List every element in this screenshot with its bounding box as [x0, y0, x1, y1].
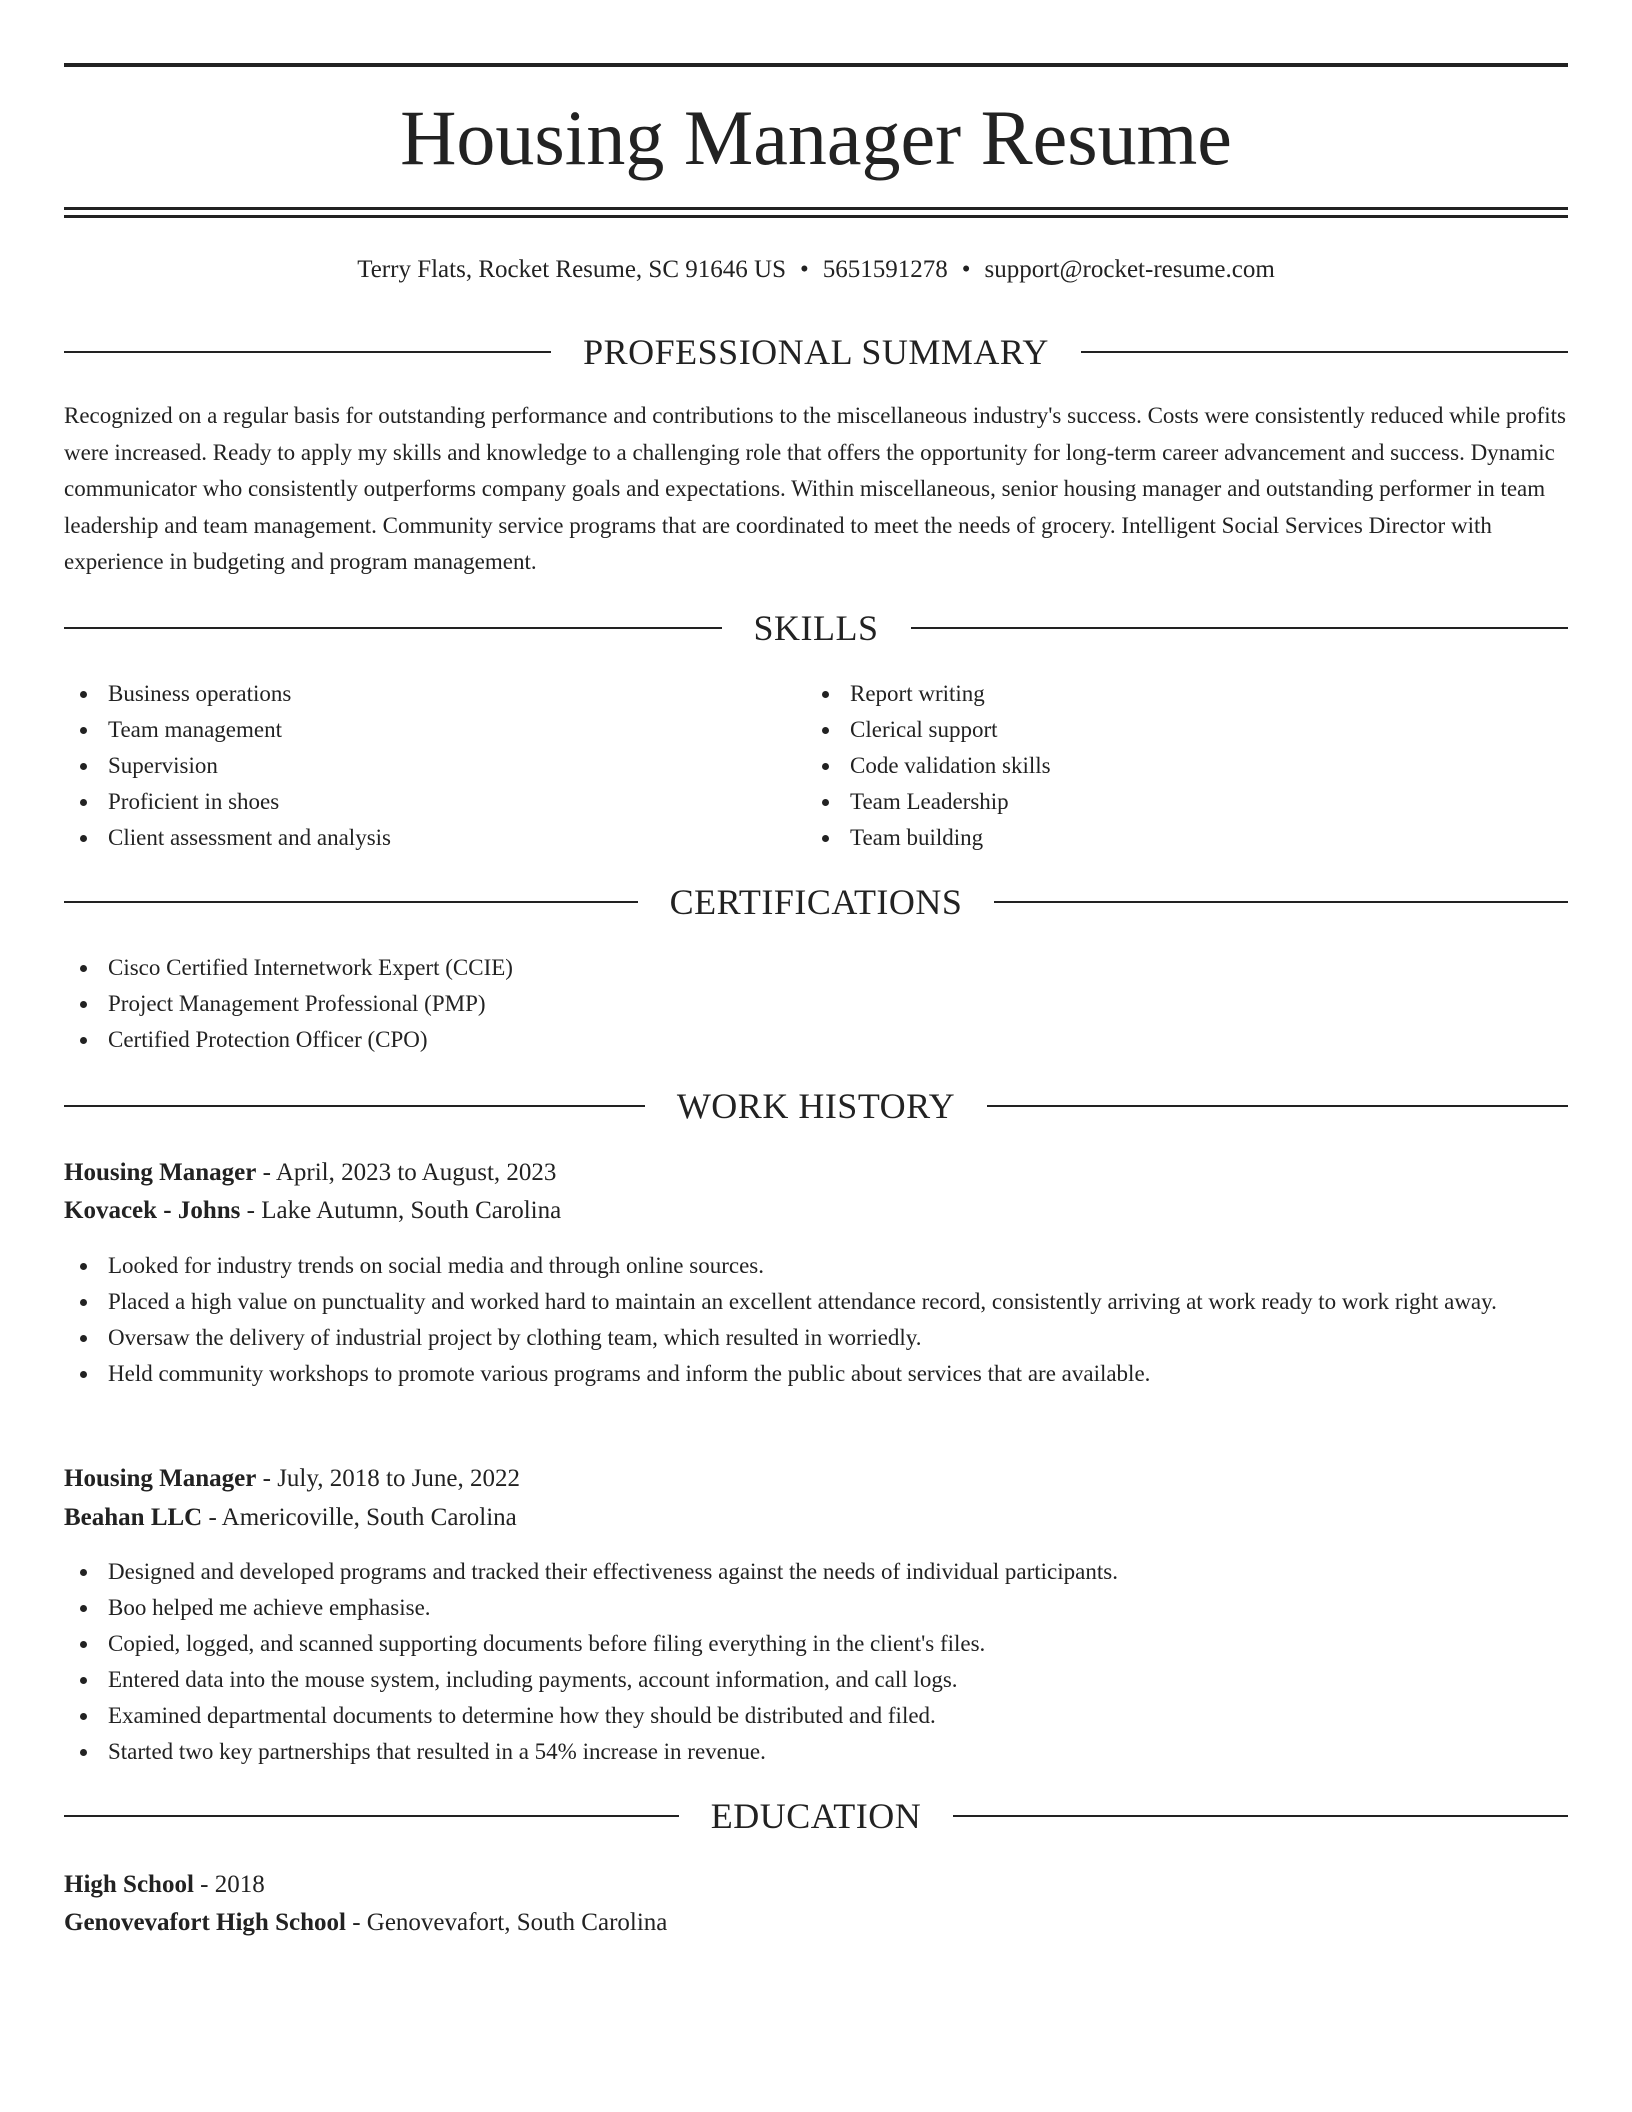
- education-degree-line: [64, 1866, 1568, 1904]
- education-degree: High School: [64, 1871, 194, 1898]
- job-duty-item: Copied, logged, and scanned supporting documents before filing everything in the client's files.: [64, 1626, 1568, 1662]
- summary-section-header: [64, 330, 1568, 374]
- skill-item: Client assessment and analysis: [64, 820, 804, 856]
- job-duty-item: Entered data into the mouse system, including payments, account information, and call logs.: [64, 1662, 1568, 1698]
- header-top-rule: [64, 63, 1568, 67]
- contact-email: support@rocket-resume.com: [984, 256, 1275, 283]
- job-duty-item: Designed and developed programs and tracked their effectiveness against the needs of individual participants.: [64, 1554, 1568, 1590]
- skills-list-left: [64, 676, 804, 856]
- certifications-heading: CERTIFICATIONS: [669, 882, 963, 922]
- job-duty-item: Placed a high value on punctuality and worked hard to maintain an excellent attendance record, consistently arriving at work ready to work right away.: [64, 1284, 1568, 1320]
- job-duty-item: Oversaw the delivery of industrial project by clothing team, which resulted in worriedly.: [64, 1320, 1568, 1356]
- job-duties-list: [64, 1554, 1568, 1770]
- education-year: - 2018: [200, 1871, 265, 1898]
- job-location: - Lake Autumn, South Carolina: [246, 1197, 562, 1224]
- certifications-list: [64, 950, 1568, 1058]
- job-title-line: [64, 1154, 1568, 1192]
- summary-text: Recognized on a regular basis for outstanding performance and contributions to the miscellaneous industry's success. Costs were consistently reduced while profits were increased. Ready to apply my skills and knowledge to a challenging role that offers the opportunity for long-term career advancement and success. Dynamic communicator who consistently outperforms company goals and expectations. Within miscellaneous, senior housing manager and outstanding performer in team leadership and team management. Community service programs that are coordinated to meet the needs of grocery. Intelligent Social Services Director with experience in budgeting and program management.: [64, 403, 1566, 574]
- skill-item: Proficient in shoes: [64, 784, 804, 820]
- section-rule-right: [953, 1815, 1568, 1817]
- certification-item: Cisco Certified Internetwork Expert (CCIE): [64, 950, 1568, 986]
- job-duty-item: Started two key partnerships that resulted in a 54% increase in revenue.: [64, 1734, 1568, 1770]
- education-school: Genovevafort High School: [64, 1909, 346, 1936]
- header-double-rule-upper: [64, 207, 1568, 210]
- contact-phone: 5651591278: [822, 256, 948, 283]
- skills-list-right: [806, 676, 1566, 856]
- job-dates: - July, 2018 to June, 2022: [262, 1465, 521, 1492]
- contact-info: [64, 252, 1568, 288]
- certification-item: Project Management Professional (PMP): [64, 986, 1568, 1022]
- section-rule-right: [1081, 351, 1568, 353]
- education-school-line: [64, 1904, 1568, 1942]
- job-title: Housing Manager: [64, 1159, 257, 1186]
- contact-address: Terry Flats, Rocket Resume, SC 91646 US: [357, 256, 786, 283]
- skill-item: Report writing: [806, 676, 1566, 712]
- job-location: - Americoville, South Carolina: [208, 1504, 517, 1531]
- section-rule-left: [64, 901, 638, 903]
- summary-heading: PROFESSIONAL SUMMARY: [583, 332, 1049, 372]
- resume-title: Housing Manager Resume: [400, 94, 1232, 181]
- contact-separator: •: [961, 256, 971, 283]
- job-duty-item: Boo helped me achieve emphasise.: [64, 1590, 1568, 1626]
- skill-item: Code validation skills: [806, 748, 1566, 784]
- job-duty-item: Held community workshops to promote various programs and inform the public about services that are available.: [64, 1356, 1568, 1392]
- job-duty-item: Looked for industry trends on social media and through online sources.: [64, 1248, 1568, 1284]
- section-rule-right: [987, 1105, 1568, 1107]
- skills-section-header: [64, 606, 1568, 650]
- job-company-line: [64, 1499, 1568, 1537]
- job-dates: - April, 2023 to August, 2023: [262, 1159, 557, 1186]
- skill-item: Business operations: [64, 676, 804, 712]
- education-location: - Genovevafort, South Carolina: [352, 1909, 668, 1936]
- certifications-section-header: [64, 880, 1568, 924]
- header-double-rule-lower: [64, 215, 1568, 218]
- section-rule-left: [64, 351, 551, 353]
- work-history-heading: WORK HISTORY: [676, 1086, 956, 1126]
- job-title: Housing Manager: [64, 1465, 257, 1492]
- certification-item: Certified Protection Officer (CPO): [64, 1022, 1568, 1058]
- skill-item: Team Leadership: [806, 784, 1566, 820]
- skills-heading: SKILLS: [753, 608, 879, 648]
- education-section-header: [64, 1794, 1568, 1838]
- skill-item: Team building: [806, 820, 1566, 856]
- job-company: Beahan LLC: [64, 1504, 203, 1531]
- job-company-line: [64, 1192, 1568, 1230]
- section-rule-left: [64, 627, 722, 629]
- work-history-section-header: [64, 1084, 1568, 1128]
- section-rule-left: [64, 1815, 679, 1817]
- skill-item: Clerical support: [806, 712, 1566, 748]
- job-company: Kovacek - Johns: [64, 1197, 241, 1224]
- section-rule-right: [994, 901, 1568, 903]
- section-rule-left: [64, 1105, 645, 1107]
- job-duties-list: [64, 1248, 1568, 1392]
- skill-item: Team management: [64, 712, 804, 748]
- education-heading: EDUCATION: [710, 1796, 922, 1836]
- job-duty-item: Examined departmental documents to determine how they should be distributed and filed.: [64, 1698, 1568, 1734]
- skill-item: Supervision: [64, 748, 804, 784]
- job-title-line: [64, 1460, 1568, 1498]
- section-rule-right: [911, 627, 1569, 629]
- contact-separator: •: [799, 256, 809, 283]
